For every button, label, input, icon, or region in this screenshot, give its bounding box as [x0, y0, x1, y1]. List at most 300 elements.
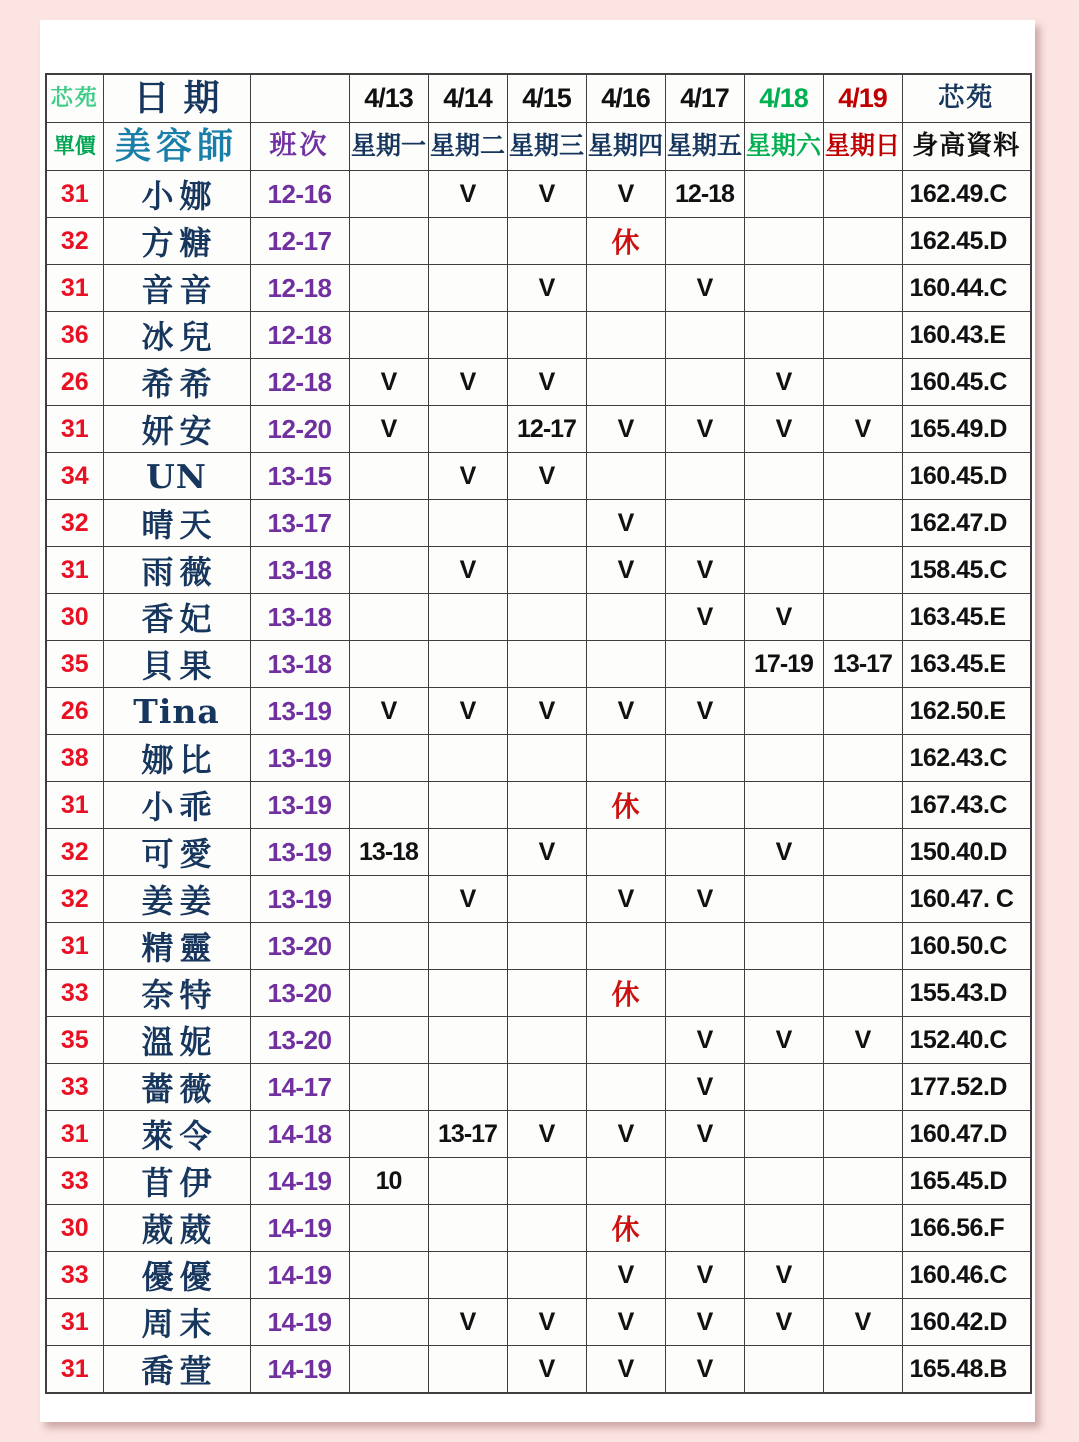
- date-col-4: 4/16: [586, 74, 665, 123]
- staff-name-cell: 香妃: [103, 594, 250, 641]
- empty-day-cell: [823, 829, 902, 876]
- staff-row: [46, 547, 1031, 594]
- empty-day-cell: [744, 923, 823, 970]
- empty-day-cell: [428, 1017, 507, 1064]
- empty-day-cell: [349, 265, 428, 312]
- empty-day-cell: [665, 1205, 744, 1252]
- staff-name-cell: 方糖: [103, 218, 250, 265]
- available-mark-cell: V: [665, 876, 744, 923]
- available-mark-cell: V: [586, 1252, 665, 1299]
- empty-day-cell: [507, 547, 586, 594]
- unit-price-cell: 31: [46, 1346, 103, 1394]
- height-info-cell: 152.40.C: [902, 1017, 1031, 1064]
- shift-cell: 13-19: [250, 876, 349, 923]
- shift-cell: 13-20: [250, 1017, 349, 1064]
- empty-day-cell: [428, 829, 507, 876]
- staff-row: [46, 406, 1031, 453]
- shift-cell: 13-18: [250, 641, 349, 688]
- empty-day-cell: [507, 1017, 586, 1064]
- unit-price-cell: 32: [46, 500, 103, 547]
- empty-day-cell: [507, 1064, 586, 1111]
- empty-day-cell: [665, 500, 744, 547]
- available-mark-cell: V: [665, 1017, 744, 1064]
- staff-name-cell: 優優: [103, 1252, 250, 1299]
- empty-day-cell: [586, 594, 665, 641]
- empty-day-cell: [586, 641, 665, 688]
- date-col-1: 4/13: [349, 74, 428, 123]
- height-info-cell: 177.52.D: [902, 1064, 1031, 1111]
- empty-day-cell: [428, 641, 507, 688]
- staff-row: [46, 688, 1031, 735]
- staff-row: [46, 1064, 1031, 1111]
- staff-row: [46, 359, 1031, 406]
- unit-price-cell: 31: [46, 782, 103, 829]
- height-info-cell: 162.47.D: [902, 500, 1031, 547]
- unit-price-cell: 26: [46, 688, 103, 735]
- staff-row: [46, 218, 1031, 265]
- available-mark-cell: V: [744, 594, 823, 641]
- staff-row: [46, 265, 1031, 312]
- empty-day-cell: [428, 1205, 507, 1252]
- staff-row: [46, 1158, 1031, 1205]
- beautician-header: 美容師: [103, 123, 250, 171]
- unit-price-cell: 32: [46, 218, 103, 265]
- weekday-col-1: 星期一: [349, 123, 428, 171]
- empty-day-cell: [823, 735, 902, 782]
- available-mark-cell: V: [586, 500, 665, 547]
- staff-name-cell: 小娜: [103, 171, 250, 218]
- shift-cell: 14-19: [250, 1299, 349, 1346]
- available-mark-cell: V: [428, 359, 507, 406]
- shift-cell: 14-18: [250, 1111, 349, 1158]
- available-mark-cell: V: [586, 876, 665, 923]
- staff-name-cell: 冰兒: [103, 312, 250, 359]
- staff-name-cell: 萊令: [103, 1111, 250, 1158]
- height-info-cell: 160.45.D: [902, 453, 1031, 500]
- empty-day-cell: [665, 782, 744, 829]
- empty-day-cell: [744, 1064, 823, 1111]
- available-mark-cell: V: [823, 1299, 902, 1346]
- empty-day-cell: [823, 1111, 902, 1158]
- available-mark-cell: V: [349, 688, 428, 735]
- empty-day-cell: [428, 406, 507, 453]
- staff-name-cell: 苜伊: [103, 1158, 250, 1205]
- empty-day-cell: [823, 547, 902, 594]
- staff-name-cell: UN: [103, 453, 250, 500]
- empty-day-cell: [744, 970, 823, 1017]
- empty-day-cell: [744, 453, 823, 500]
- shift-cell: 13-20: [250, 923, 349, 970]
- empty-day-cell: [428, 218, 507, 265]
- height-info-cell: 163.45.E: [902, 594, 1031, 641]
- available-mark-cell: V: [665, 265, 744, 312]
- staff-row: [46, 876, 1031, 923]
- unit-price-cell: 38: [46, 735, 103, 782]
- staff-row: [46, 970, 1031, 1017]
- unit-price-cell: 31: [46, 265, 103, 312]
- weekday-col-7: 星期日: [823, 123, 902, 171]
- unit-price-cell: 33: [46, 1252, 103, 1299]
- empty-day-cell: [507, 641, 586, 688]
- empty-day-cell: [744, 876, 823, 923]
- height-info-cell: 165.49.D: [902, 406, 1031, 453]
- staff-row: [46, 1346, 1031, 1394]
- empty-day-cell: [349, 453, 428, 500]
- staff-row: [46, 1017, 1031, 1064]
- staff-name-cell: 精靈: [103, 923, 250, 970]
- available-mark-cell: V: [507, 359, 586, 406]
- staff-name-cell: 可愛: [103, 829, 250, 876]
- available-mark-cell: V: [507, 1346, 586, 1394]
- staff-name-cell: 娜比: [103, 735, 250, 782]
- height-info-cell: 160.46.C: [902, 1252, 1031, 1299]
- unit-price-cell: 31: [46, 547, 103, 594]
- available-mark-cell: V: [744, 406, 823, 453]
- height-info-cell: 166.56.F: [902, 1205, 1031, 1252]
- empty-day-cell: [744, 312, 823, 359]
- custom-hours-cell: 13-17: [428, 1111, 507, 1158]
- empty-day-cell: [823, 1252, 902, 1299]
- height-info-cell: 162.45.D: [902, 218, 1031, 265]
- staff-name-cell: 妍安: [103, 406, 250, 453]
- shift-cell: 14-19: [250, 1346, 349, 1394]
- empty-day-cell: [823, 876, 902, 923]
- available-mark-cell: V: [586, 406, 665, 453]
- empty-day-cell: [349, 171, 428, 218]
- weekday-col-4: 星期四: [586, 123, 665, 171]
- date-col-6: 4/18: [744, 74, 823, 123]
- empty-day-cell: [349, 1346, 428, 1394]
- shift-cell: 13-15: [250, 453, 349, 500]
- empty-day-cell: [428, 1158, 507, 1205]
- empty-day-cell: [349, 782, 428, 829]
- empty-day-cell: [428, 594, 507, 641]
- empty-day-cell: [744, 1346, 823, 1394]
- custom-hours-cell: 13-17: [823, 641, 902, 688]
- empty-day-cell: [507, 500, 586, 547]
- shift-cell: 12-18: [250, 265, 349, 312]
- custom-hours-cell: 12-17: [507, 406, 586, 453]
- empty-day-cell: [428, 265, 507, 312]
- schedule-sheet: [40, 20, 1035, 1422]
- shift-cell: 12-18: [250, 359, 349, 406]
- shift-cell: 13-18: [250, 547, 349, 594]
- empty-day-cell: [586, 265, 665, 312]
- empty-day-cell: [428, 1346, 507, 1394]
- empty-day-cell: [586, 312, 665, 359]
- empty-day-cell: [744, 1158, 823, 1205]
- empty-day-cell: [586, 1158, 665, 1205]
- schedule-table: [45, 73, 1032, 1394]
- empty-day-cell: [586, 453, 665, 500]
- height-info-cell: 160.45.C: [902, 359, 1031, 406]
- empty-day-cell: [349, 641, 428, 688]
- empty-day-cell: [349, 218, 428, 265]
- empty-day-cell: [823, 970, 902, 1017]
- available-mark-cell: V: [428, 1299, 507, 1346]
- height-info-cell: 162.49.C: [902, 171, 1031, 218]
- staff-row: [46, 829, 1031, 876]
- empty-day-cell: [507, 1158, 586, 1205]
- available-mark-cell: V: [586, 1299, 665, 1346]
- unit-price-cell: 31: [46, 1111, 103, 1158]
- custom-hours-cell: 13-18: [349, 829, 428, 876]
- staff-row: [46, 1299, 1031, 1346]
- empty-day-cell: [665, 970, 744, 1017]
- unit-price-cell: 31: [46, 171, 103, 218]
- staff-name-cell: 薔薇: [103, 1064, 250, 1111]
- staff-row: [46, 453, 1031, 500]
- empty-day-cell: [823, 782, 902, 829]
- staff-name-cell: 葳葳: [103, 1205, 250, 1252]
- empty-day-cell: [586, 359, 665, 406]
- empty-day-cell: [823, 453, 902, 500]
- empty-day-cell: [349, 923, 428, 970]
- available-mark-cell: V: [744, 1252, 823, 1299]
- height-info-cell: 160.44.C: [902, 265, 1031, 312]
- empty-day-cell: [744, 500, 823, 547]
- shift-cell: 12-18: [250, 312, 349, 359]
- staff-name-cell: 音音: [103, 265, 250, 312]
- empty-day-cell: [349, 970, 428, 1017]
- staff-name-cell: Tina: [103, 688, 250, 735]
- empty-day-cell: [428, 970, 507, 1017]
- empty-day-cell: [823, 923, 902, 970]
- available-mark-cell: V: [665, 1111, 744, 1158]
- height-info-cell: 162.43.C: [902, 735, 1031, 782]
- header-row-dates: [46, 74, 1031, 123]
- empty-day-cell: [428, 735, 507, 782]
- empty-day-cell: [349, 876, 428, 923]
- weekday-col-6: 星期六: [744, 123, 823, 171]
- available-mark-cell: V: [586, 171, 665, 218]
- unit-price-cell: 31: [46, 406, 103, 453]
- unit-price-header: 單價: [46, 123, 103, 171]
- available-mark-cell: V: [428, 547, 507, 594]
- unit-price-cell: 30: [46, 594, 103, 641]
- staff-name-cell: 小乖: [103, 782, 250, 829]
- empty-day-cell: [507, 876, 586, 923]
- available-mark-cell: V: [428, 453, 507, 500]
- shift-cell: 14-19: [250, 1205, 349, 1252]
- date-header-label: 日期: [103, 74, 250, 123]
- empty-day-cell: [349, 1064, 428, 1111]
- available-mark-cell: V: [744, 1017, 823, 1064]
- empty-day-cell: [507, 782, 586, 829]
- empty-day-cell: [349, 735, 428, 782]
- staff-name-cell: 喬萱: [103, 1346, 250, 1394]
- height-info-cell: 160.43.E: [902, 312, 1031, 359]
- empty-day-cell: [507, 1252, 586, 1299]
- available-mark-cell: V: [428, 876, 507, 923]
- corner-left-label: 芯苑: [46, 74, 103, 123]
- staff-row: [46, 782, 1031, 829]
- unit-price-cell: 33: [46, 1064, 103, 1111]
- unit-price-cell: 33: [46, 970, 103, 1017]
- schedule-body: [46, 171, 1031, 1394]
- empty-day-cell: [823, 312, 902, 359]
- empty-day-cell: [665, 829, 744, 876]
- empty-day-cell: [507, 1205, 586, 1252]
- empty-day-cell: [349, 1111, 428, 1158]
- staff-row: [46, 594, 1031, 641]
- available-mark-cell: V: [428, 688, 507, 735]
- height-info-header: 身高資料: [902, 123, 1031, 171]
- available-mark-cell: V: [507, 1299, 586, 1346]
- available-mark-cell: V: [428, 171, 507, 218]
- shift-cell: 13-19: [250, 829, 349, 876]
- height-info-cell: 165.45.D: [902, 1158, 1031, 1205]
- available-mark-cell: V: [349, 406, 428, 453]
- shift-cell: 14-17: [250, 1064, 349, 1111]
- available-mark-cell: V: [665, 406, 744, 453]
- empty-day-cell: [823, 688, 902, 735]
- empty-day-cell: [586, 1017, 665, 1064]
- staff-name-cell: 晴天: [103, 500, 250, 547]
- empty-day-cell: [507, 594, 586, 641]
- unit-price-cell: 32: [46, 876, 103, 923]
- available-mark-cell: V: [744, 1299, 823, 1346]
- empty-day-cell: [744, 171, 823, 218]
- available-mark-cell: V: [586, 688, 665, 735]
- available-mark-cell: V: [744, 359, 823, 406]
- height-info-cell: 155.43.D: [902, 970, 1031, 1017]
- available-mark-cell: V: [665, 1252, 744, 1299]
- empty-day-cell: [823, 359, 902, 406]
- staff-row: [46, 500, 1031, 547]
- height-info-cell: 160.47.D: [902, 1111, 1031, 1158]
- empty-day-cell: [507, 312, 586, 359]
- empty-day-cell: [507, 970, 586, 1017]
- date-col-5: 4/17: [665, 74, 744, 123]
- weekday-col-3: 星期三: [507, 123, 586, 171]
- weekday-col-5: 星期五: [665, 123, 744, 171]
- staff-name-cell: 周末: [103, 1299, 250, 1346]
- empty-day-cell: [823, 171, 902, 218]
- available-mark-cell: V: [665, 688, 744, 735]
- unit-price-cell: 31: [46, 1299, 103, 1346]
- shift-cell: 12-20: [250, 406, 349, 453]
- available-mark-cell: V: [665, 547, 744, 594]
- available-mark-cell: V: [665, 1299, 744, 1346]
- shift-cell: 12-17: [250, 218, 349, 265]
- empty-day-cell: [665, 453, 744, 500]
- available-mark-cell: V: [586, 1111, 665, 1158]
- shift-cell: 14-19: [250, 1158, 349, 1205]
- shift-cell: 13-19: [250, 782, 349, 829]
- shift-cell: 13-19: [250, 735, 349, 782]
- unit-price-cell: 33: [46, 1158, 103, 1205]
- empty-day-cell: [744, 218, 823, 265]
- empty-day-cell: [744, 265, 823, 312]
- empty-day-cell: [823, 1158, 902, 1205]
- unit-price-cell: 26: [46, 359, 103, 406]
- rest-day-cell: 休: [586, 1205, 665, 1252]
- empty-day-cell: [349, 1017, 428, 1064]
- staff-name-cell: 希希: [103, 359, 250, 406]
- available-mark-cell: V: [507, 688, 586, 735]
- empty-day-cell: [428, 923, 507, 970]
- custom-hours-cell: 10: [349, 1158, 428, 1205]
- staff-row: [46, 1111, 1031, 1158]
- unit-price-cell: 32: [46, 829, 103, 876]
- empty-day-cell: [349, 594, 428, 641]
- height-info-cell: 150.40.D: [902, 829, 1031, 876]
- height-info-cell: 165.48.B: [902, 1346, 1031, 1394]
- empty-day-cell: [586, 1064, 665, 1111]
- available-mark-cell: V: [744, 829, 823, 876]
- available-mark-cell: V: [507, 829, 586, 876]
- empty-day-cell: [507, 923, 586, 970]
- empty-day-cell: [507, 218, 586, 265]
- empty-day-cell: [744, 782, 823, 829]
- staff-row: [46, 1252, 1031, 1299]
- empty-day-cell: [665, 923, 744, 970]
- shift-cell: 13-18: [250, 594, 349, 641]
- blank-header-cell: [250, 74, 349, 123]
- rest-day-cell: 休: [586, 218, 665, 265]
- custom-hours-cell: 17-19: [744, 641, 823, 688]
- staff-name-cell: 雨薇: [103, 547, 250, 594]
- empty-day-cell: [349, 1252, 428, 1299]
- empty-day-cell: [744, 735, 823, 782]
- rest-day-cell: 休: [586, 782, 665, 829]
- empty-day-cell: [665, 735, 744, 782]
- height-info-cell: 160.50.C: [902, 923, 1031, 970]
- available-mark-cell: V: [586, 547, 665, 594]
- custom-hours-cell: 12-18: [665, 171, 744, 218]
- empty-day-cell: [744, 1205, 823, 1252]
- empty-day-cell: [665, 359, 744, 406]
- available-mark-cell: V: [823, 406, 902, 453]
- empty-day-cell: [823, 218, 902, 265]
- empty-day-cell: [744, 547, 823, 594]
- shift-cell: 14-19: [250, 1252, 349, 1299]
- empty-day-cell: [428, 312, 507, 359]
- unit-price-cell: 36: [46, 312, 103, 359]
- weekday-col-2: 星期二: [428, 123, 507, 171]
- empty-day-cell: [586, 735, 665, 782]
- staff-name-cell: 貝果: [103, 641, 250, 688]
- empty-day-cell: [586, 923, 665, 970]
- height-info-cell: 160.47. C: [902, 876, 1031, 923]
- shift-header: 班次: [250, 123, 349, 171]
- available-mark-cell: V: [665, 1064, 744, 1111]
- header-row-weekdays: [46, 123, 1031, 171]
- empty-day-cell: [665, 312, 744, 359]
- empty-day-cell: [665, 218, 744, 265]
- empty-day-cell: [428, 500, 507, 547]
- staff-name-cell: 奈特: [103, 970, 250, 1017]
- unit-price-cell: 35: [46, 1017, 103, 1064]
- date-col-2: 4/14: [428, 74, 507, 123]
- empty-day-cell: [428, 1252, 507, 1299]
- shift-cell: 13-19: [250, 688, 349, 735]
- unit-price-cell: 31: [46, 923, 103, 970]
- empty-day-cell: [744, 1111, 823, 1158]
- available-mark-cell: V: [507, 453, 586, 500]
- rest-day-cell: 休: [586, 970, 665, 1017]
- date-col-7: 4/19: [823, 74, 902, 123]
- available-mark-cell: V: [507, 1111, 586, 1158]
- date-col-3: 4/15: [507, 74, 586, 123]
- unit-price-cell: 30: [46, 1205, 103, 1252]
- available-mark-cell: V: [665, 1346, 744, 1394]
- available-mark-cell: V: [665, 594, 744, 641]
- empty-day-cell: [349, 500, 428, 547]
- empty-day-cell: [823, 500, 902, 547]
- empty-day-cell: [823, 1346, 902, 1394]
